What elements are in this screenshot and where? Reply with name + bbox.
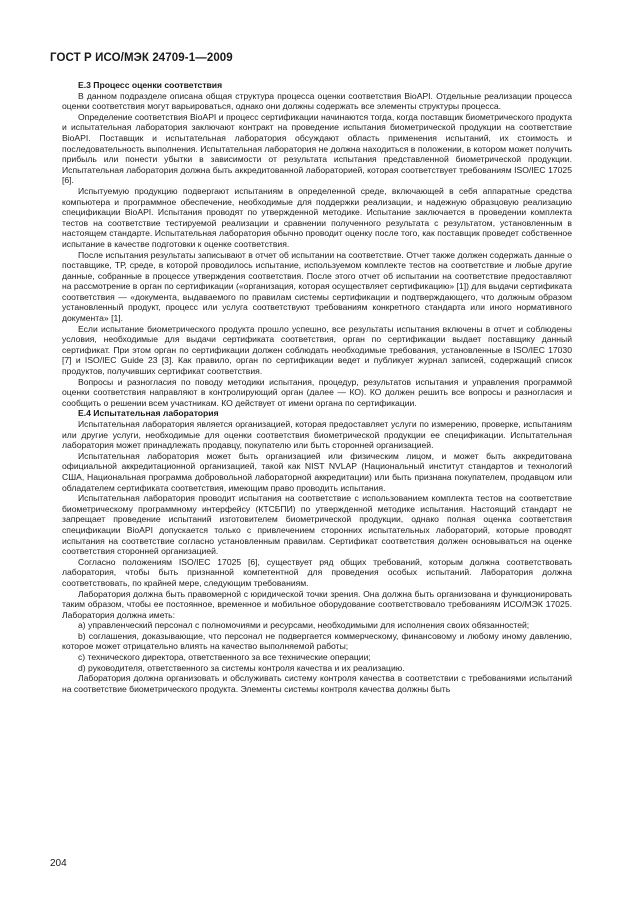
paragraph: Определение соответствия BioAPI и процесс сертификации начинаются тогда, когда поставщик биометрического продукта и испытательная лаборатория заключают контракт на проведение испытания биометрической продукции на соответствие BioAPI. Поставщик и испытательная лаборатория обсуждают область применения испытаний, их стоимость и последовательность выполнения. Испытательная лаборатория не должна находиться в положении, в котором может получить прибыль или понести убытки в зависимости от результата испытания представленной биометрической продукции. Испытательная лаборатория должна быть аккредитованной лабораторией, которая соответствует требованиям ISO/IEC 17025 [6]. [62,111,572,186]
page-number: 204 [50,858,67,869]
paragraph: Вопросы и разногласия по поводу методики испытания, процедур, результатов испытания и управления программой оценки соответствия направляют в контролирующий орган (далее — КО). КО должен решить все вопросы и разногласия и сообщить о решении всем участникам. КО действует от имени органа по сертификации. [62,376,572,408]
section-heading: Е.4 Испытательная лаборатория [78,408,219,419]
page-content [62,80,572,694]
paragraph: После испытания результаты записывают в отчет об испытании на соответствие. Отчет также должен содержать данные о поставщике, ТР, среде, в которой проводилось испытание, используемом комплекте тестов на соответствие и любые другие данные, собранные в процессе утверждения соответствия. После этого отчет об испытании на соответствие предоставляют на рассмотрение в орган по сертификации («организация, которая осуществляет сертификацию» [1]) для выдачи сертификата соответствия — «документа, выдаваемого по правилам системы сертификации и подтверждающего, что должным образом установленный продукт, процесс или услуга соответствуют требованиям конкретного стандарта или иного нормативного документа» [1]. [62,249,572,324]
list-item: a) управленческий персонал с полномочиями и ресурсами, необходимыми для исполнения своих обязанностей; [78,620,530,631]
paragraph: Испытательная лаборатория является организацией, которая предоставляет услуги по измерению, проверке, испытаниям или другие услуги, необходимые для оценки соответствия биометрической продукции ее спецификации. Испытательная лаборатория может принадлежать продавцу, покупателю или быть сторонней организацией. [62,419,572,451]
list-item: b) соглашения, доказывающие, что персонал не подвергается коммерческому, финансовому и любому иному давлению, которое может отрицательно влиять на качество выполняемой работы; [62,630,572,652]
paragraph: Испытательная лаборатория проводит испытания на соответствие с использованием комплекта тестов на соответствие биометрическому программному интерфейсу (КТСБПИ) по утвержденной методике испытания. Настоящий стандарт не запрещает проведение испытаний изготовителем биометрической продукции, однако полная оценка соответствия спецификации BioAPI допускается только с привлечением сторонних испытательных лабораторий, которые проводят испытания на соответствие согласно установленным правилам. Сертификат соответствия должен основываться на оценке соответствия сторонней организацией. [62,493,572,557]
paragraph: Лаборатория должна организовать и обслуживать систему контроля качества в соответствии с требованиями испытаний на соответствие биометрического продукта. Элементы системы контроля качества должны быть [62,673,572,694]
paragraph: Испытуемую продукцию подвергают испытаниям в определенной среде, включающей в себя аппаратные средства компьютера и программное обеспечение, необходимые для поддержки реализации, и надежную образцовую реализацию спецификации BioAPI. Испытания проводят по утвержденной методике. Испытание заключается в проведении комплекта тестов на соответствие тестируемой реализации и сравнении полученного результата с результатом, установленным в настоящем стандарте. Испытательная лаборатория обычно проводит оценку после того, как поставщик проведет собственное испытание в качестве подготовки к оценке соответствия. [62,185,572,249]
section-heading: Е.3 Процесс оценки соответствия [78,80,223,90]
paragraph: Испытательная лаборатория может быть организацией или физическим лицом, и может быть аккредитована официальной аккредитационной организацией, такой как NIST NVLAP (Национальный институт стандартов и технологий США, Национальная программа добровольной лабораторной аккредитации) или быть признана покупателем, продавцом или обладателем сертификата соответствия, имеющим право проводить испытания. [62,450,572,493]
list-item: c) технического директора, ответственного за все технические операции; [78,652,371,663]
paragraph: В данном подразделе описана общая структура процесса оценки соответствия BioAPI. Отдельные реализации процесса оценки соответствия могут варьироваться, однако они должны содержать все элементы структуры процесса. [62,90,572,112]
list-item: d) руководителя, ответственного за системы контроля качества и их реализацию. [78,662,405,673]
standard-header: ГОСТ Р ИСО/МЭК 24709-1—2009 [50,52,233,64]
paragraph: Согласно положениям ISO/IEC 17025 [6], существует ряд общих требований, которым должна соответствовать лаборатория, чтобы быть признанной компетентной для проведения особых испытаний. Лаборатория должна соответствовать, по крайней мере, следующим требованиям. [62,556,572,588]
paragraph: Лаборатория должна быть правомерной с юридической точки зрения. Она должна быть организована и функционировать таким образом, чтобы ее постоянное, временное и мобильное оборудование соответствовало требованиям ИСО/МЭК 17025. Лаборатория должна иметь: [62,588,572,620]
paragraph: Если испытание биометрического продукта прошло успешно, все результаты испытания включены в отчет и соблюдены условия, необходимые для выдачи сертификата соответствия, орган по сертификации выдает поставщику данный сертификат. При этом орган по сертификации должен соблюдать необходимые требования, установленные в ISO/IEC 17030 [7] и ISO/IEC Guide 23 [3]. Как правило, орган по сертификации ведет и публикует журнал записей, содержащий список продуктов, получивших сертификат соответствия. [62,323,572,377]
